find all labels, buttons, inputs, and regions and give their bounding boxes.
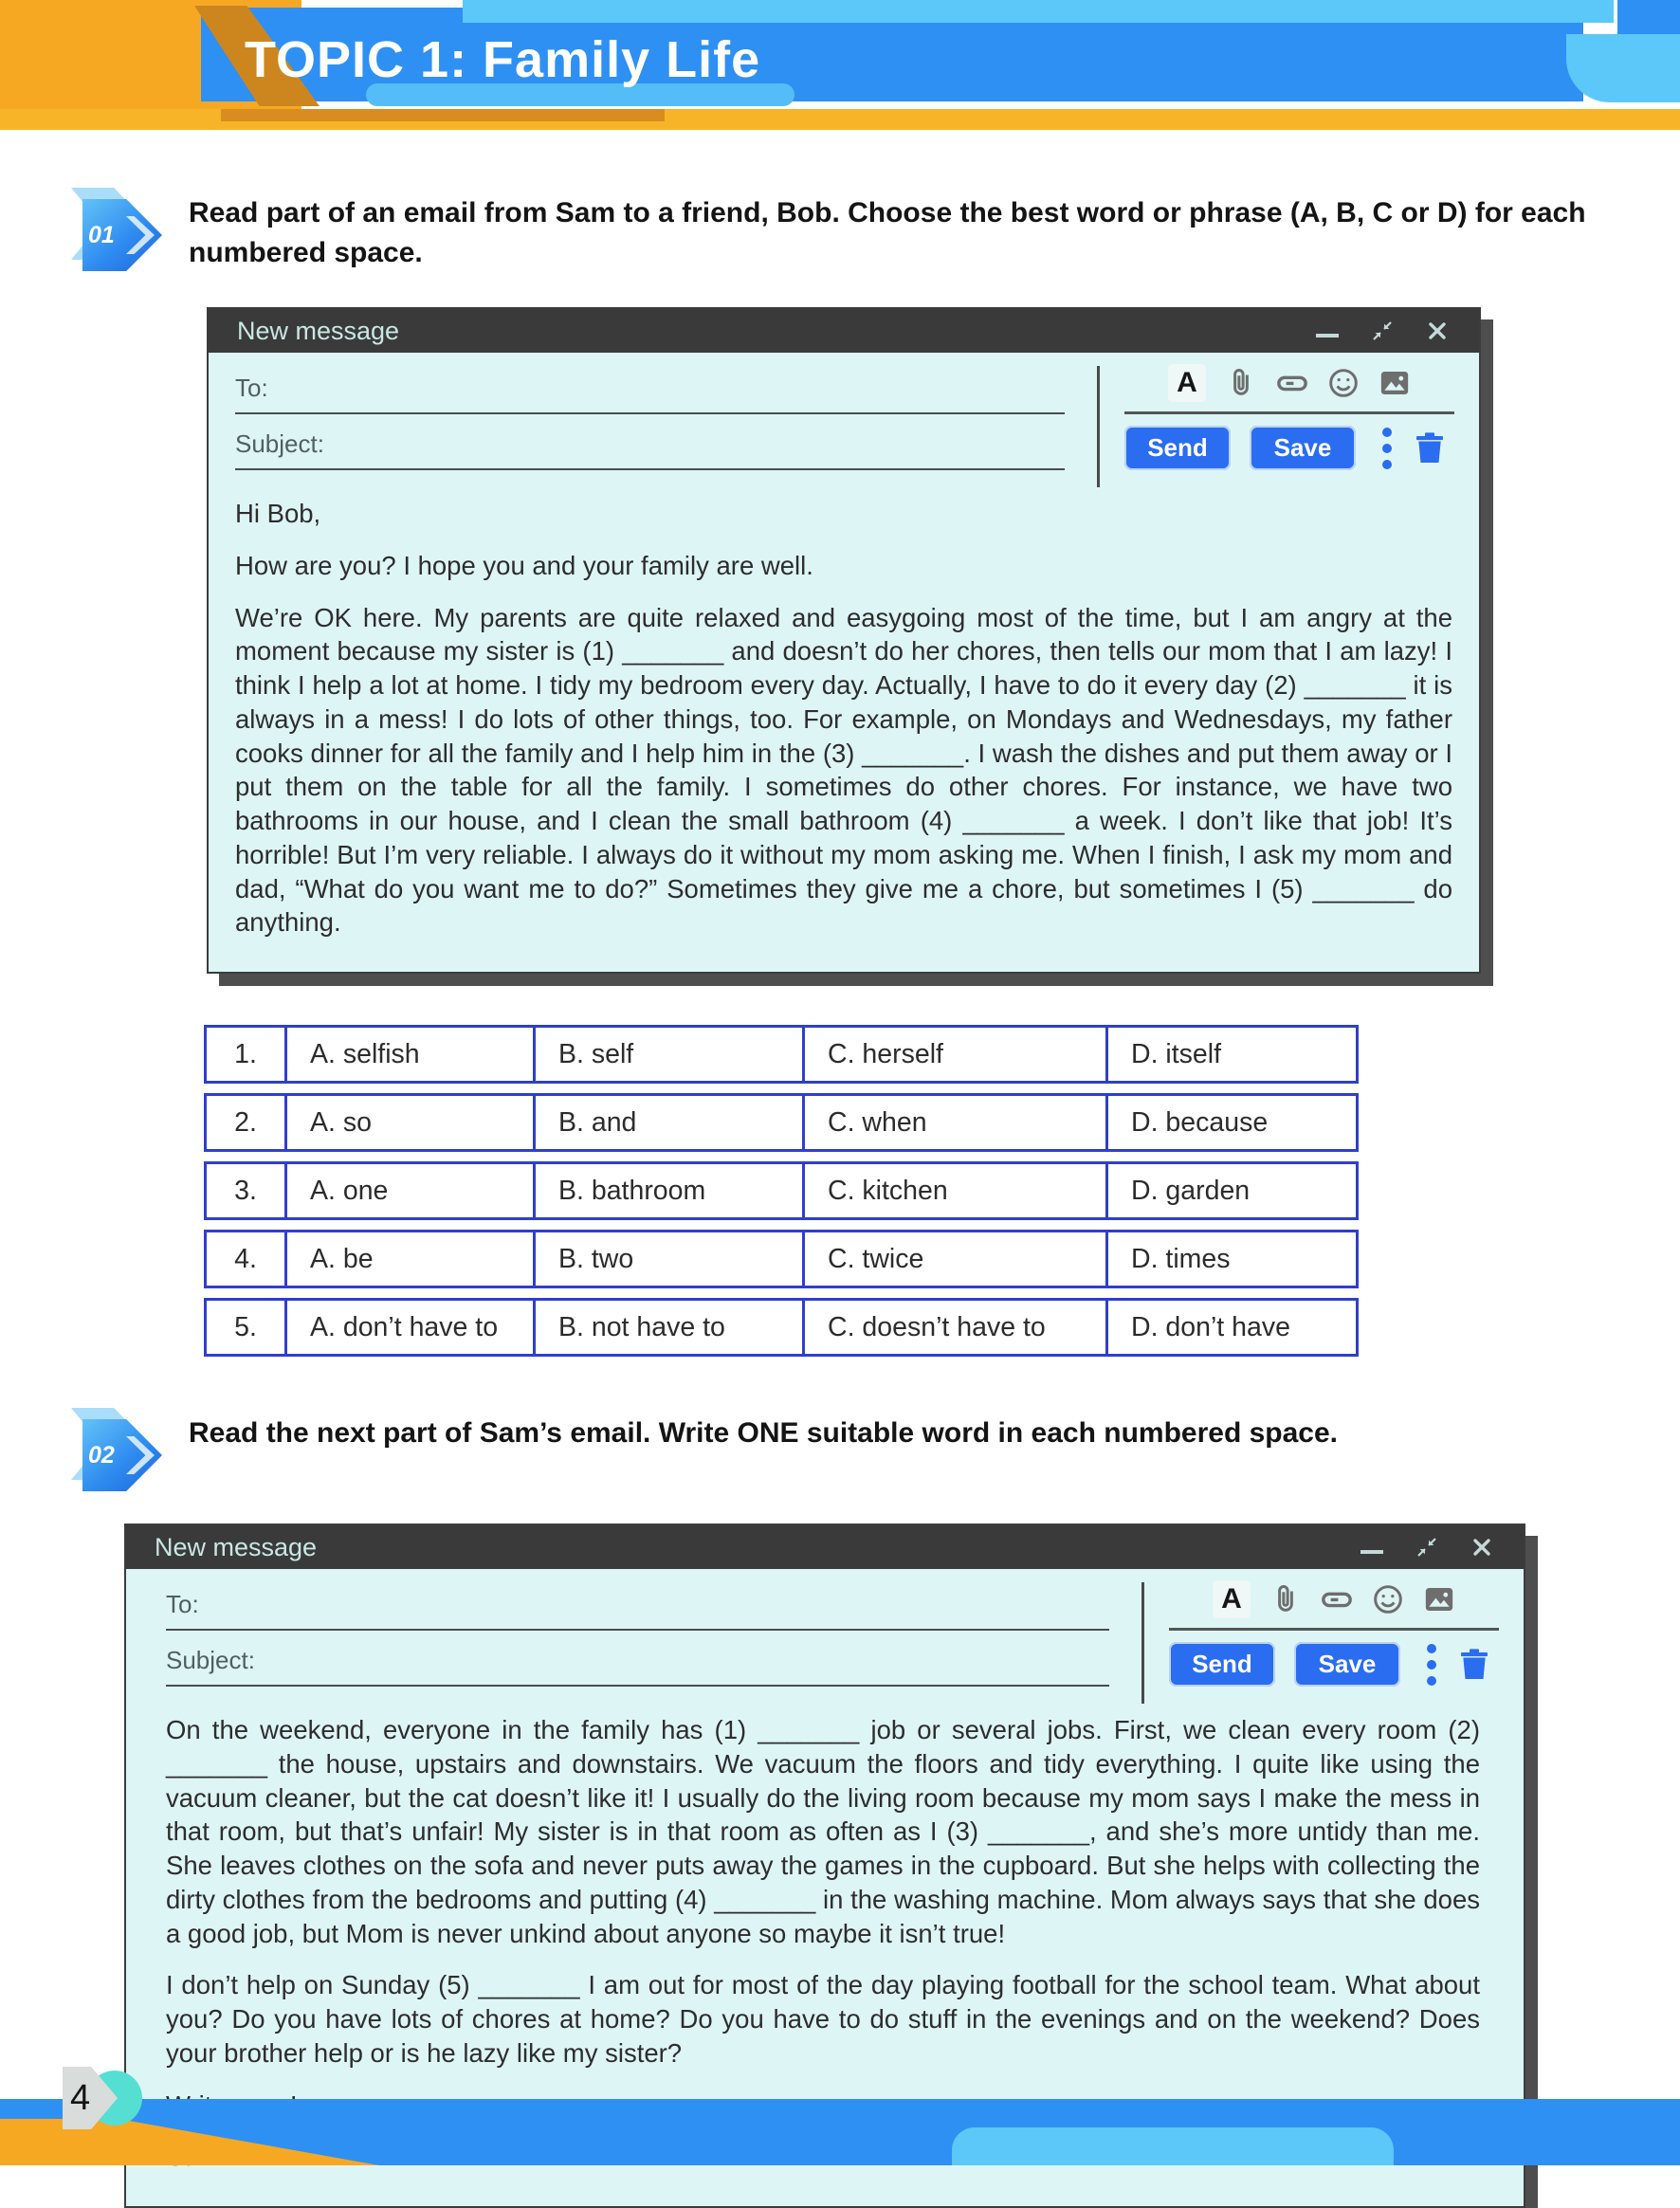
save-button[interactable]: Save [1294,1642,1400,1687]
format-icon[interactable]: A [1168,364,1206,402]
email-header-area [209,353,1479,491]
exercise1-badge [71,188,166,275]
page-footer [0,2078,1680,2165]
option-b: B. two [533,1232,802,1286]
option-c: C. doesn’t have to [802,1301,1105,1354]
exercise1-number: 01 [88,222,115,248]
option-d: D. garden [1105,1164,1356,1217]
header-lightblue-strip [463,0,1614,23]
header-orange-stripe-shade [221,109,665,121]
exercise2-header [71,1408,1680,1495]
window-controls [1359,1534,1495,1560]
to-label: To: [166,1590,199,1618]
table-row [204,1093,1359,1152]
option-d: D. don’t have [1105,1301,1356,1354]
option-b: B. not have to [533,1301,802,1354]
action-buttons [1124,426,1454,470]
option-c: C. herself [802,1028,1105,1081]
compose-tools [1100,353,1479,491]
option-a: A. be [284,1232,533,1286]
minimize-icon[interactable] [1314,318,1341,344]
action-buttons [1169,1642,1499,1687]
option-a: A. so [284,1096,533,1149]
address-fields [209,353,1097,491]
row-number: 3. [234,1175,257,1206]
restore-icon[interactable] [1369,318,1396,344]
option-a: A. selfish [284,1028,533,1081]
email-paragraph: We’re OK here. My parents are quite relaxed and easygoing most of the time, but I am angry at the moment because my sister is (1) _______ and doesn’t do her chores, then tells our mom that I am lazy! I think I help a lot at home. I tidy my bedroom every day. Actually, I have to do it every day (2) _______ it is always in a mess! I do lots of other things, too. For example, on Mondays and Wednesdays, my father cooks dinner for all the family and I help him in the (3) _______. I wash the dishes and put them away or I put them on the table for all the family. I sometimes do other chores. For instance, we have two bathrooms in our house, and I clean the small bathroom (4) _______ a week. I don’t like that job! It’s horrible! But I’m very reliable. I always do it without my mom asking me. When I finish, I ask my mom and dad, “What do you want me to do?” Sometimes they give me a chore, but sometimes I (5) _______ do anything. [235,602,1452,938]
link-icon[interactable] [1276,367,1308,399]
option-d: D. because [1105,1096,1356,1149]
row-number: 4. [234,1243,257,1274]
emoji-icon[interactable] [1327,367,1360,399]
restore-icon[interactable] [1414,1534,1440,1560]
address-fields [126,1569,1141,1707]
option-b: B. bathroom [533,1164,802,1217]
page-number: 4 [70,2078,91,2118]
window-title: New message [237,316,400,345]
send-button[interactable]: Send [1169,1642,1275,1687]
more-options-icon[interactable] [1427,1644,1436,1686]
exercise2-number: 02 [88,1442,115,1469]
image-icon[interactable] [1423,1583,1455,1615]
email-paragraph: How are you? I hope you and your family are well. [235,550,813,580]
options-table [204,1025,1359,1357]
table-row [204,1230,1359,1288]
attachment-icon[interactable] [1225,367,1257,399]
window-titlebar [209,309,1479,353]
minimize-icon[interactable] [1359,1534,1385,1560]
save-button[interactable]: Save [1250,426,1356,470]
table-row [204,1161,1359,1220]
row-number: 1. [234,1038,257,1069]
close-icon[interactable] [1424,318,1451,344]
format-icon[interactable]: A [1213,1580,1251,1618]
window-titlebar [126,1525,1524,1569]
format-toolbar [1169,1580,1499,1618]
option-d: D. itself [1105,1028,1356,1081]
to-label: To: [235,374,268,402]
table-row [204,1298,1359,1357]
option-d: D. times [1105,1232,1356,1286]
email-window-1 [207,307,1481,974]
subject-field[interactable] [166,1646,1109,1687]
row-number: 2. [234,1106,257,1138]
attachment-icon[interactable] [1269,1583,1302,1615]
email-greeting: Hi Bob, [235,499,321,528]
footer-lightblue-shape [952,2127,1394,2165]
format-toolbar [1124,364,1454,402]
row-number: 5. [234,1311,257,1342]
exercise2-badge [71,1408,166,1495]
page-title: TOPIC 1: Family Life [245,31,761,88]
emoji-icon[interactable] [1372,1583,1404,1615]
email-paragraph: On the weekend, everyone in the family has (1) _______ job or several jobs. First, we clean every room (2) _______ the house, upstairs and downstairs. We vacuum the floors and tidy everything. I quite like using the vacuum cleaner, but the cat doesn’t like it! I usually do the living room because my mom says I make the mess in that room, but that’s unfair! My sister is in that room as often as I (3) _______, and she’s more untidy than me. She leaves clothes on the sofa and never puts away the games in the cupboard. But she helps with collecting the dirty clothes from the bedrooms and putting (4) _______ in the washing machine. Mom always says that she does a good job, but Mom is never unkind about anyone so maybe it isn’t true! [166,1715,1480,1948]
exercise1-instruction: Read part of an email from Sam to a friend, Bob. Choose the best word or phrase (A, B, C or D) for each numbered space. [189,197,1586,268]
image-icon[interactable] [1379,367,1411,399]
exercise2-instruction: Read the next part of Sam’s email. Write ONE suitable word in each numbered space. [189,1417,1338,1449]
option-a: A. one [284,1164,533,1217]
to-field[interactable] [235,374,1065,414]
email-paragraph: I don’t help on Sunday (5) _______ I am out for most of the day playing football for the school team. What about you? Do you have lots of chores at home? Do you have to do stuff in the evenings and on the weekend? Does your brother help or is he lazy like my sister? [166,1970,1480,2068]
email-header-area [126,1569,1524,1707]
email-body-1 [209,491,1479,972]
exercise1-header [71,188,1680,275]
to-field[interactable] [166,1590,1109,1631]
option-a: A. don’t have to [284,1301,533,1354]
topic-header [0,0,1680,133]
page-number-badge [49,2067,154,2133]
header-corner-block [1617,0,1680,36]
link-icon[interactable] [1321,1583,1353,1615]
subject-label: Subject: [166,1646,255,1674]
toolbar-divider [1124,411,1454,414]
more-options-icon[interactable] [1382,428,1392,469]
option-b: B. and [533,1096,802,1149]
compose-tools [1144,1569,1524,1707]
subject-label: Subject: [235,429,324,458]
window-title: New message [155,1532,318,1561]
option-c: C. twice [802,1232,1105,1286]
option-c: C. when [802,1096,1105,1149]
option-b: B. self [533,1028,802,1081]
trash-icon[interactable] [1411,429,1449,467]
option-c: C. kitchen [802,1164,1105,1217]
send-button[interactable]: Send [1124,426,1231,470]
trash-icon[interactable] [1455,1646,1493,1684]
subject-field[interactable] [235,429,1065,470]
close-icon[interactable] [1469,1534,1495,1560]
window-controls [1314,318,1451,344]
header-rounded-corner [1566,34,1680,102]
table-row [204,1025,1359,1084]
toolbar-divider [1169,1628,1499,1631]
